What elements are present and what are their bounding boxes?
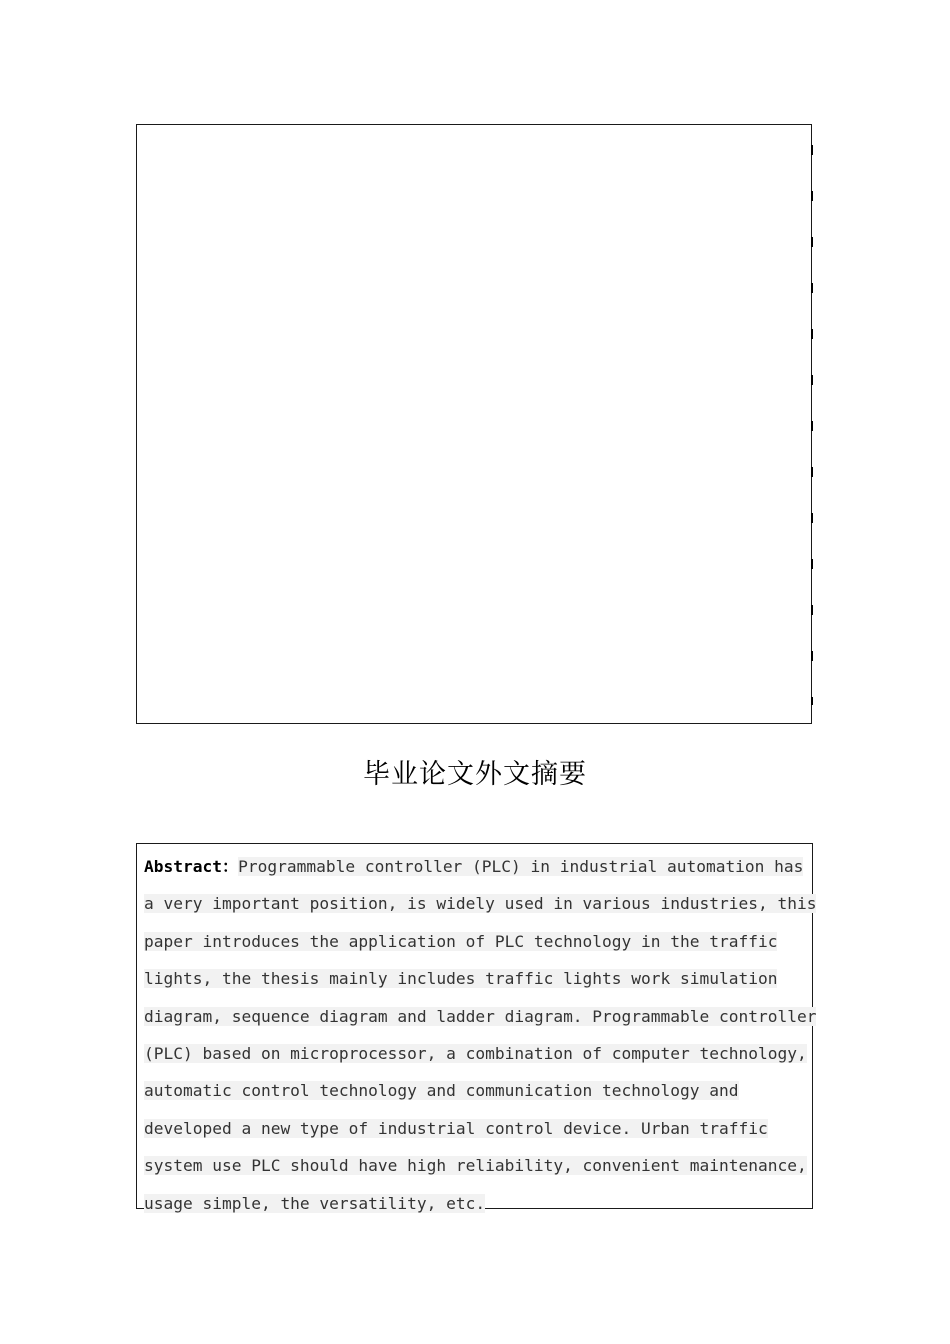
abstract-line-text: lights, the thesis mainly includes traffic lights work simulation bbox=[144, 969, 778, 989]
abstract-line-text: paper introduces the application of PLC technology in the traffic bbox=[144, 931, 778, 951]
abstract-line-text: usage simple, the versatility, etc. bbox=[144, 1193, 486, 1213]
abstract-line bbox=[144, 1185, 806, 1222]
abstract-line bbox=[144, 998, 817, 1035]
abstract-line-text: Programmable controller (PLC) in industrial automation has bbox=[238, 857, 804, 876]
abstract-box bbox=[136, 843, 817, 1213]
abstract-line bbox=[144, 1072, 806, 1109]
abstract-line bbox=[144, 848, 806, 885]
abstract-line bbox=[144, 1035, 806, 1072]
abstract-line-text: a very important position, is widely used in various industries, this bbox=[144, 894, 817, 914]
blank-frame bbox=[136, 124, 812, 724]
abstract-line-text: system use PLC should have high reliability, convenient maintenance, bbox=[144, 1156, 807, 1176]
abstract-line-text: developed a new type of industrial control device. Urban traffic bbox=[144, 1118, 768, 1138]
abstract-line bbox=[144, 960, 806, 997]
abstract-line bbox=[144, 1147, 806, 1184]
abstract-line-text: (PLC) based on microprocessor, a combination of computer technology, bbox=[144, 1044, 807, 1064]
abstract-line-text: automatic control technology and communication technology and bbox=[144, 1081, 739, 1101]
abstract-line bbox=[144, 885, 817, 922]
abstract-text bbox=[144, 848, 817, 1222]
abstract-line-text: diagram, sequence diagram and ladder diagram. Programmable controller bbox=[144, 1006, 817, 1026]
abstract-line bbox=[144, 1110, 806, 1147]
page-title: 毕业论文外文摘要 bbox=[363, 759, 587, 790]
abstract-line bbox=[144, 923, 806, 960]
abstract-label: Abstract： bbox=[144, 857, 239, 876]
